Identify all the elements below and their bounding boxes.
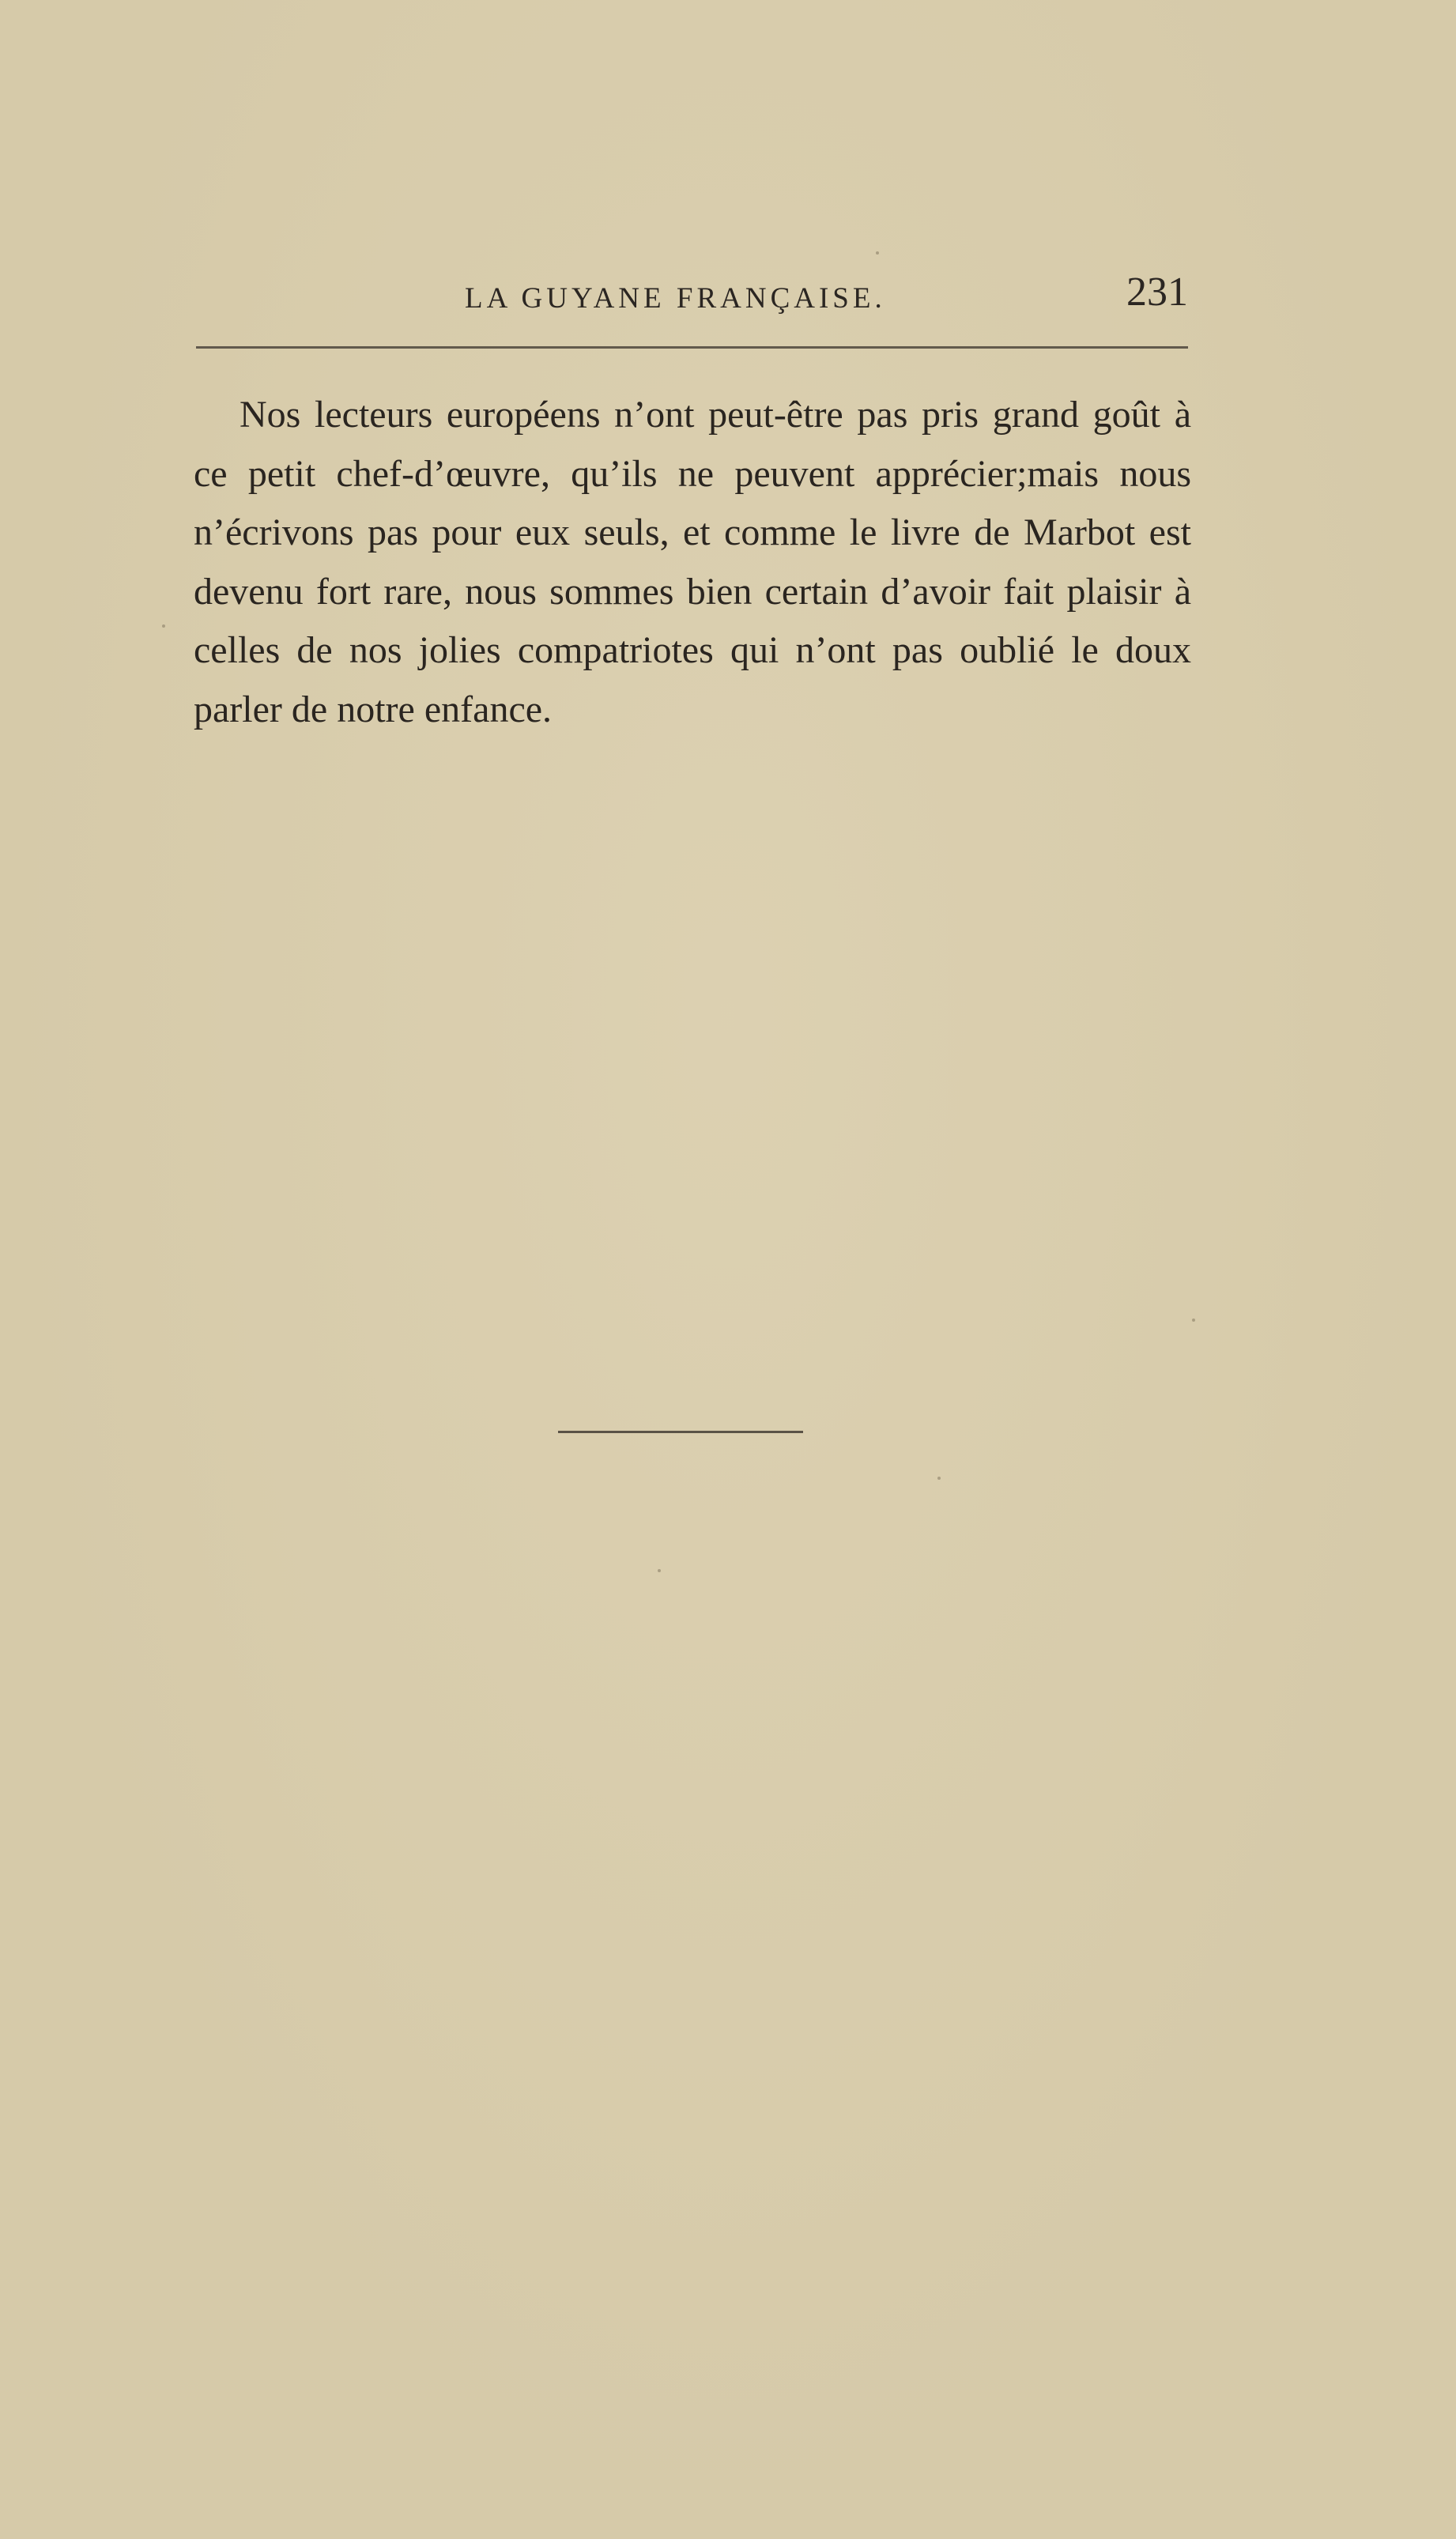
end-of-text-rule — [558, 1431, 803, 1433]
paragraph: Nos lecteurs européens n’ont peut-être pas pris grand goût à ce petit chef-d’œuvre, qu’ils ne peuvent apprécier;mais nous n’écrivons pas pour eux seuls, et comme le livre de Marbot est devenu fort rare, nous sommes bien certain d’avoir fait plaisir à celles de nos jolies compatriotes qui n’ont pas oublié le doux parler de notre enfance. — [194, 394, 1191, 730]
paper-speck — [1192, 1319, 1195, 1322]
running-title: LA GUYANE FRANÇAISE. — [465, 282, 886, 315]
paper-speck — [876, 251, 879, 255]
running-head — [196, 269, 1188, 332]
body-text — [194, 386, 1191, 739]
paper-speck — [162, 624, 165, 628]
paper-speck — [658, 1569, 661, 1572]
header-rule — [196, 346, 1188, 349]
paper-speck — [937, 1477, 941, 1480]
page-number: 231 — [1126, 270, 1188, 315]
